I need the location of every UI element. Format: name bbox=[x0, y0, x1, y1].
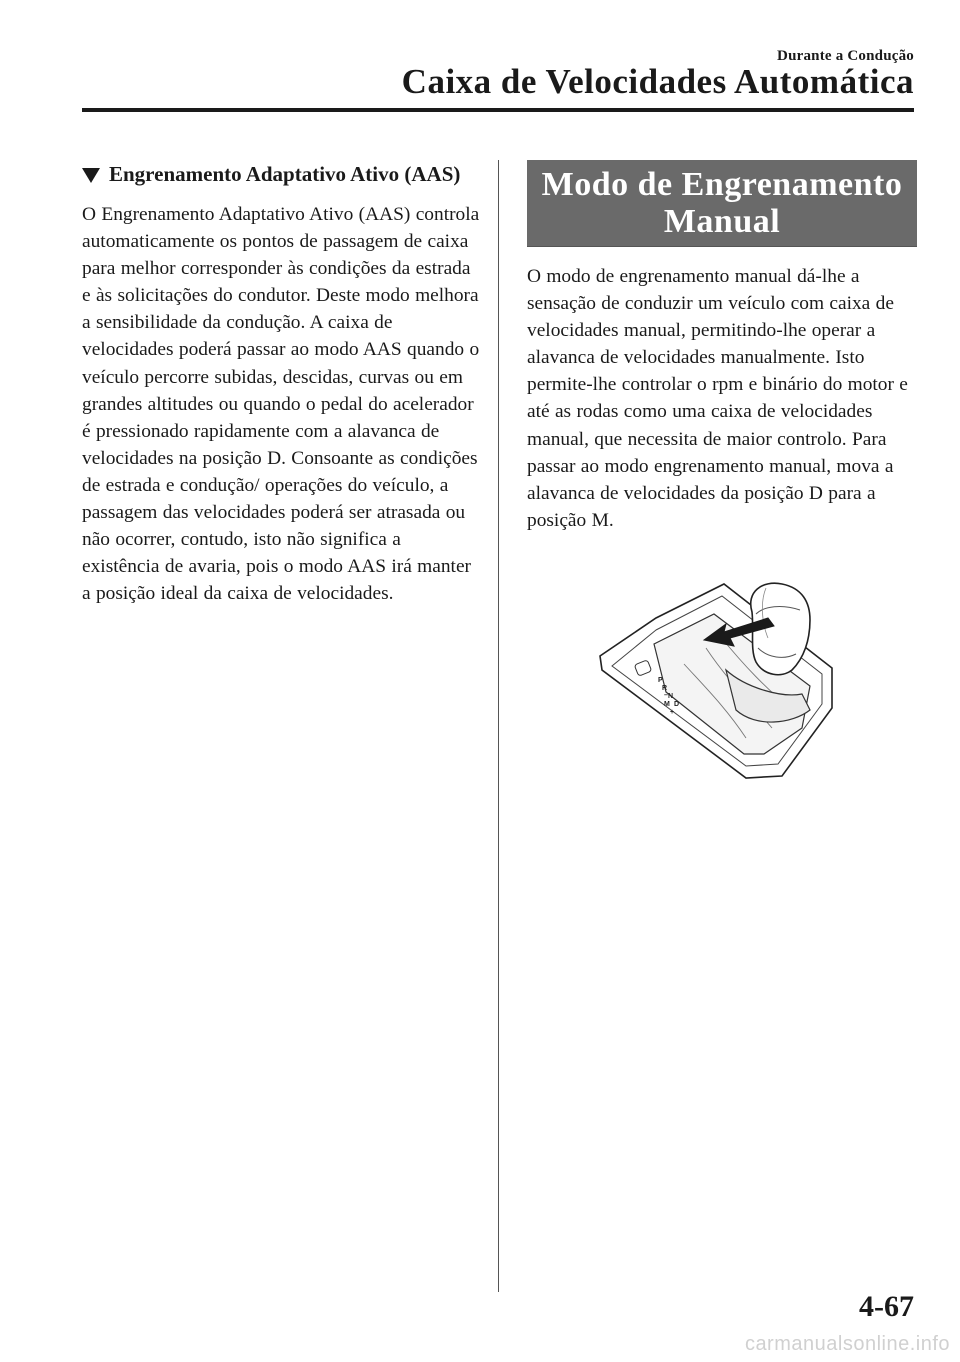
section-banner: Modo de Engrenamento Manual bbox=[527, 160, 917, 247]
gate-label-n: N bbox=[668, 693, 674, 700]
header-rule bbox=[82, 108, 914, 112]
header-title: Caixa de Velocidades Automática bbox=[401, 62, 914, 101]
manual-mode-paragraph: O modo de engrenamento manual dá-lhe a sensação de conduzir um veículo com caixa de velocidades manual, permitindo-lhe operar a alavanca de velocidades manualmente. Isto permite-lhe controlar o rpm e binário do motor e até as rodas como uma caixa de velocidades manual, que necessita de maior controlo. Para passar ao modo engrenamento manual, mova a alavanca de velocidades da posição D para a posição M. bbox=[527, 266, 908, 531]
aas-paragraph: O Engrenamento Adaptativo Ativo (AAS) controla automaticamente os pontos de passagem de caixa para melhor corresponder às condições da estrada e às solicitações do condutor. Deste modo melhora a sensibilidade da condução. A caixa de velocidades poderá passar ao modo AAS quando o veículo percorre subidas, descidas, curvas ou em grandes altitudes ou quando o pedal do acelerador é pressionado rapidamente com a alavanca de velocidades na posição D. Consoante as condições de estrada e condução/ operações do veículo, a passagem das velocidades poderá ser atrasada ou não ocorrer, contudo, isto não significa a existência de avaria, pois o modo AAS irá manter a posição ideal da caixa de velocidades. bbox=[82, 204, 480, 605]
subheading-text: Engrenamento Adaptativo Ativo (AAS) bbox=[109, 162, 461, 186]
gate-label-minus: – bbox=[664, 692, 668, 699]
triangle-bullet-icon bbox=[82, 168, 100, 183]
gate-label-m: M bbox=[664, 701, 670, 708]
page-number: 4-67 bbox=[859, 1290, 914, 1323]
header-section-label: Durante a Condução bbox=[777, 48, 914, 64]
column-divider bbox=[498, 160, 499, 1292]
gate-label-r: R bbox=[662, 685, 668, 692]
right-column bbox=[527, 160, 917, 534]
shift-lever-svg bbox=[596, 578, 836, 780]
left-column bbox=[82, 160, 482, 607]
subheading bbox=[82, 160, 482, 189]
shift-lever-illustration bbox=[596, 578, 836, 780]
gate-label-p: P bbox=[658, 677, 663, 684]
gate-label-plus: + bbox=[670, 709, 675, 716]
gate-label-d: D bbox=[674, 701, 680, 708]
watermark: carmanualsonline.info bbox=[744, 1333, 950, 1355]
